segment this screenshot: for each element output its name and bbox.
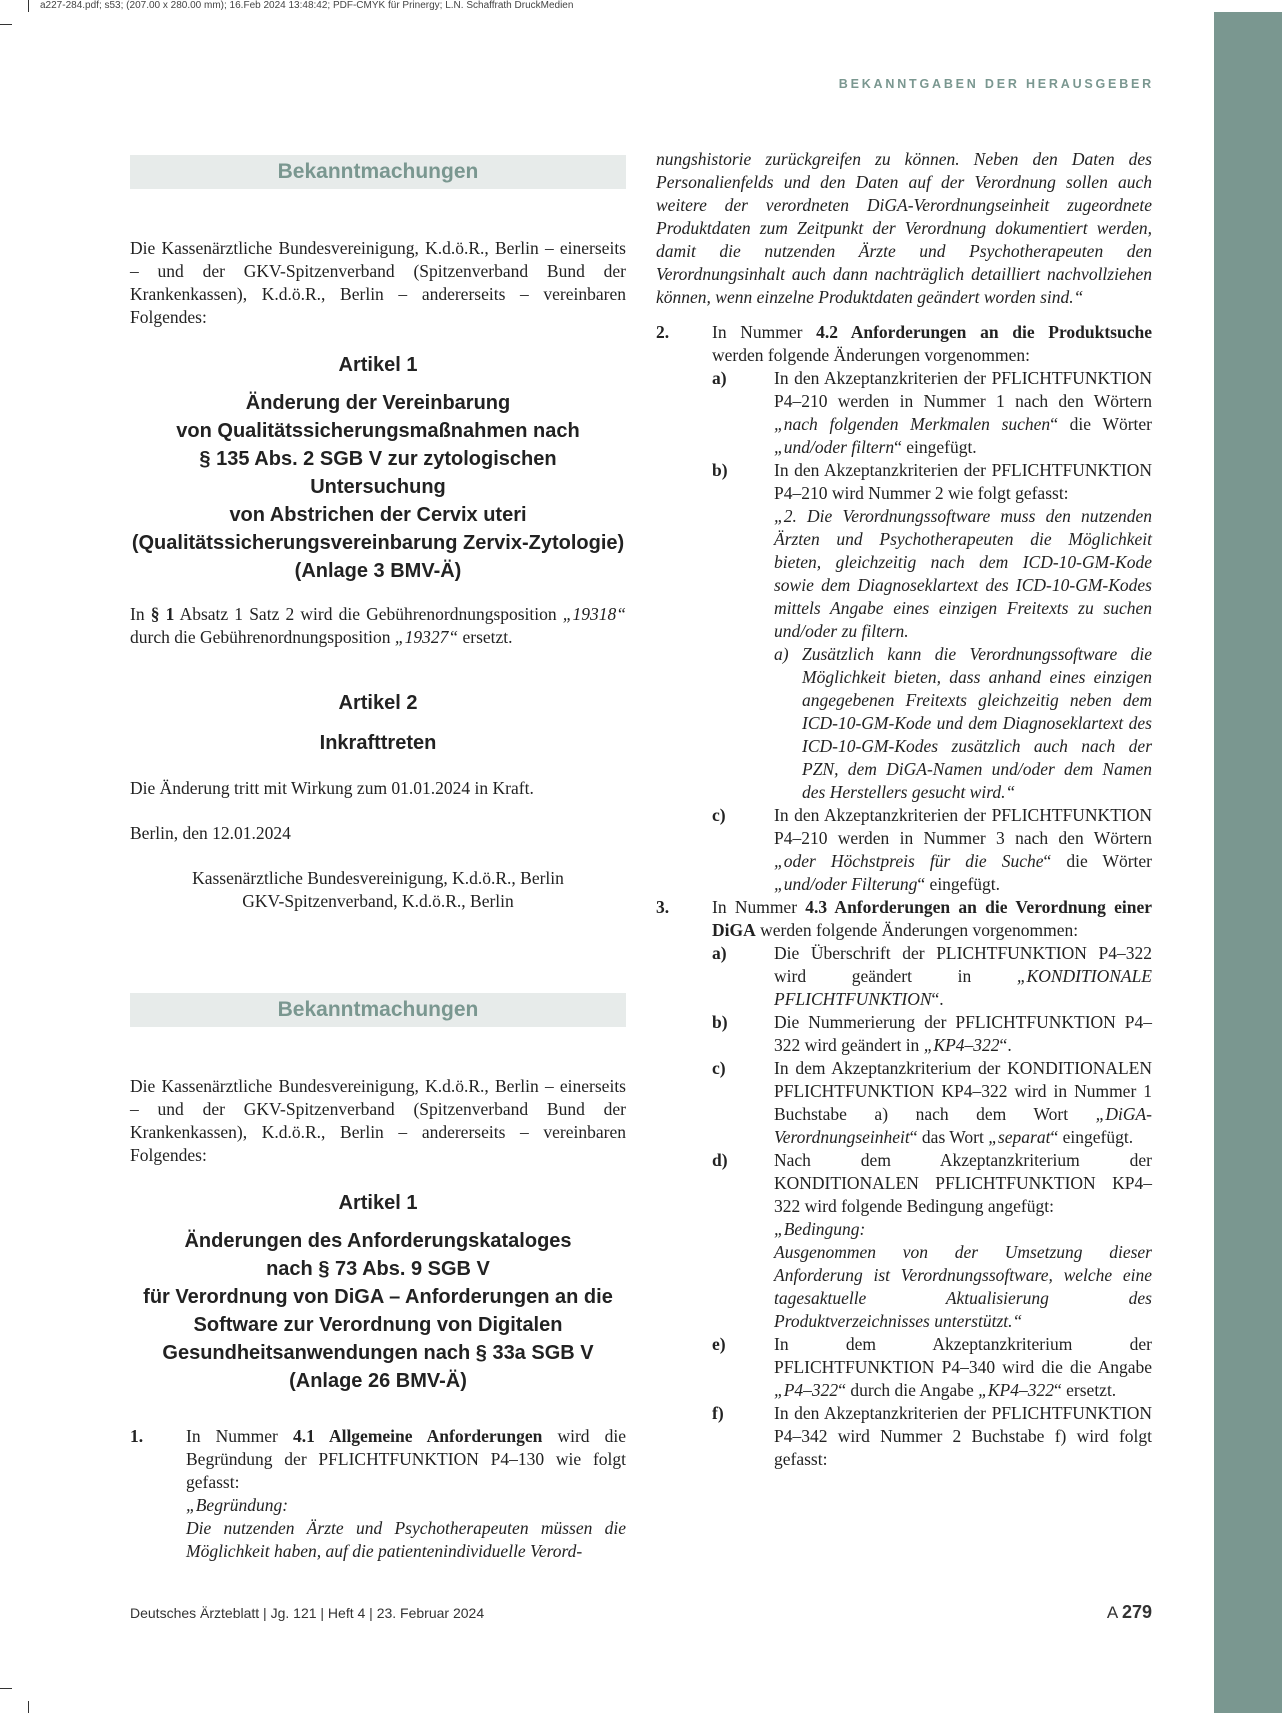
article-title: Änderung der Vereinbarung von Qualitätssicherungsmaßnahmen nach § 135 Abs. 2 SGB V zur zytologischen Untersuchung von Abstrichen der Cervix uteri (Qualitätssicherungsvereinbarung Zervix-Zytologie) (Anlage 3 BMV-Ä) bbox=[131, 392, 625, 582]
article-title: Inkrafttreten bbox=[319, 732, 437, 754]
crop-mark bbox=[28, 1701, 29, 1713]
signature-line: GKV-Spitzenverband, K.d.ö.R., Berlin bbox=[242, 891, 514, 911]
section-heading: Bekanntmachungen bbox=[130, 993, 626, 1027]
article-paragraph: In § 1 Absatz 1 Satz 2 wird die Gebührenordnungsposition „19318“ durch die Gebührenordnungsposition „19327“ ersetzt. bbox=[130, 604, 627, 647]
crop-mark bbox=[0, 1688, 12, 1689]
article-heading: Artikel 2 bbox=[338, 692, 418, 714]
sub-item: a) In den Akzeptanzkriterien der PFLICHTFUNKTION P4–210 werden in Nummer 1 nach den Wörtern „nach folgenden Merkmalen suchen“ die Wörter „und/oder filtern“ eingefügt. bbox=[712, 368, 1152, 457]
sub-item: c) In den Akzeptanzkriterien der PFLICHTFUNKTION P4–210 werden in Nummer 3 nach den Wörtern „oder Höchstpreis für die Suche“ die Wörter „und/oder Filterung“ eingefügt. bbox=[712, 805, 1152, 894]
running-header: BEKANNTGABEN DER HERAUSGEBER bbox=[838, 77, 1154, 91]
sub-item: d) Nach dem Akzeptanzkriterium der KONDITIONALEN PFLICHTFUNKTION KP4–322 wird folgende Bedingung angefügt: „Bedingung: Ausgenommen von der Umsetzung dieser Anforderung ist Verordnungssoftware, welche eine tagesaktuelle Aktualisierung des Produktverzeichnisses unterstützt.“ bbox=[712, 1150, 1152, 1331]
crop-mark bbox=[28, 0, 29, 12]
side-color-bar bbox=[1214, 12, 1282, 1713]
article-heading: Artikel 1 bbox=[338, 1192, 418, 1214]
date-line: Berlin, den 12.01.2024 bbox=[130, 823, 291, 843]
signature-line: Kassenärztliche Bundesvereinigung, K.d.ö.R., Berlin bbox=[192, 868, 564, 888]
list-item: 2. In Nummer 4.2 Anforderungen an die Produktsuche werden folgende Änderungen vorgenommen: bbox=[656, 322, 1152, 365]
right-column bbox=[656, 148, 1152, 1471]
intro-paragraph: Die Kassenärztliche Bundesvereinigung, K.d.ö.R., Berlin – einerseits – und der GKV-Spitzenverband (Spitzenverband Bund der Krankenkassen), K.d.ö.R., Berlin – andererseits – vereinbaren Folgendes: bbox=[130, 1076, 626, 1165]
left-column bbox=[130, 155, 626, 1563]
sub-item: f) In den Akzeptanzkriterien der PFLICHTFUNKTION P4–342 wird Nummer 2 Buchstabe f) wird folgt gefasst: bbox=[712, 1403, 1152, 1469]
list-item: 1. In Nummer 4.1 Allgemeine Anforderungen wird die Begründung der PFLICHTFUNKTION P4–130 wie folgt gefasst: „Begründung: Die nutzenden Ärzte und Psychotherapeuten müssen die Möglichkeit haben, auf die patientenindividuelle Verord- bbox=[130, 1426, 626, 1561]
sub-item: b) Die Nummerierung der PFLICHTFUNKTION P4–322 wird geändert in „KP4–322“. bbox=[712, 1012, 1152, 1055]
sub-item: e) In dem Akzeptanzkriterium der PFLICHTFUNKTION P4–340 wird die die Angabe „P4–322“ durch die Angabe „KP4–322“ ersetzt. bbox=[712, 1334, 1152, 1400]
sub-item: b) In den Akzeptanzkriterien der PFLICHTFUNKTION P4–210 wird Nummer 2 wie folgt gefasst: „2. Die Verordnungssoftware muss den nutzenden Ärzten und Psychotherapeuten die Möglichkeit bieten, gleichzeitig nach dem ICD-10-GM-Kode sowie dem Diagnoseklartext des ICD-10-GM-Kodes mittels Angabe eines einzigen Freitexts zu suchen und/oder zu filtern. a) Zusätzlich kann die Verordnungssoftware die Möglichkeit bieten, dass anhand eines einzigen angegebenen Freitexts gleichzeitig neben dem ICD-10-GM-Kode und dem Diagnoseklartext des ICD-10-GM-Kodes zusätzlich auch nach der PZN, dem DiGA-Namen und/oder dem Namen des Herstellers gesucht wird.“ bbox=[712, 460, 1152, 802]
list-item: 3. In Nummer 4.3 Anforderungen an die Verordnung einer DiGA werden folgende Änderungen vorgenommen: bbox=[656, 897, 1152, 940]
page-number: A 279 bbox=[1106, 1602, 1152, 1622]
continued-quote: nungshistorie zurückgreifen zu können. Neben den Daten des Personalienfelds und den Daten auf der Verordnung sollen auch weitere der verordneten DiGA-Verordnungseinheit zugeordnete Produktdaten zum Zeitpunkt der Verordnung dokumentiert werden, damit die nutzenden Ärzte und Psychotherapeuten den Verordnungsinhalt auch dann nachträglich detailliert nachvollziehen können, wenn einzelne Produktdaten geändert worden sind.“ bbox=[656, 149, 1152, 307]
article-paragraph: Die Änderung tritt mit Wirkung zum 01.01.2024 in Kraft. bbox=[130, 778, 534, 798]
intro-paragraph: Die Kassenärztliche Bundesvereinigung, K.d.ö.R., Berlin – einerseits – und der GKV-Spitzenverband (Spitzenverband Bund der Krankenkassen), K.d.ö.R., Berlin – andererseits – vereinbaren Folgendes: bbox=[130, 238, 626, 327]
journal-citation: Deutsches Ärzteblatt | Jg. 121 | Heft 4 | 23. Februar 2024 bbox=[130, 1605, 485, 1621]
section-heading: Bekanntmachungen bbox=[130, 155, 626, 189]
crop-mark bbox=[0, 24, 12, 25]
article-title: Änderungen des Anforderungskataloges nach § 73 Abs. 9 SGB V für Verordnung von DiGA – Anforderungen an die Software zur Verordnung von Digitalen Gesundheitsanwendungen nach § 33a SGB V (Anlage 26 BMV-Ä) bbox=[143, 1230, 613, 1392]
sub-item: c) In dem Akzeptanzkriterium der KONDITIONALEN PFLICHTFUNKTION KP4–322 wird in Nummer 1 Buchstabe a) nach dem Wort „DiGA-Verordnungseinheit“ das Wort „separat“ eingefügt. bbox=[712, 1058, 1152, 1147]
print-info: a227-284.pdf; s53; (207.00 x 280.00 mm); 16.Feb 2024 13:48:42; PDF-CMYK für Prinergy; L.N. Schaffrath DruckMedien bbox=[40, 0, 574, 11]
article-heading: Artikel 1 bbox=[338, 354, 418, 376]
sub-item: a) Die Überschrift der PLICHTFUNKTION P4–322 wird geändert in „KONDITIONALE PFLICHTFUNKTION“. bbox=[712, 943, 1152, 1009]
page-footer bbox=[130, 1602, 1152, 1622]
